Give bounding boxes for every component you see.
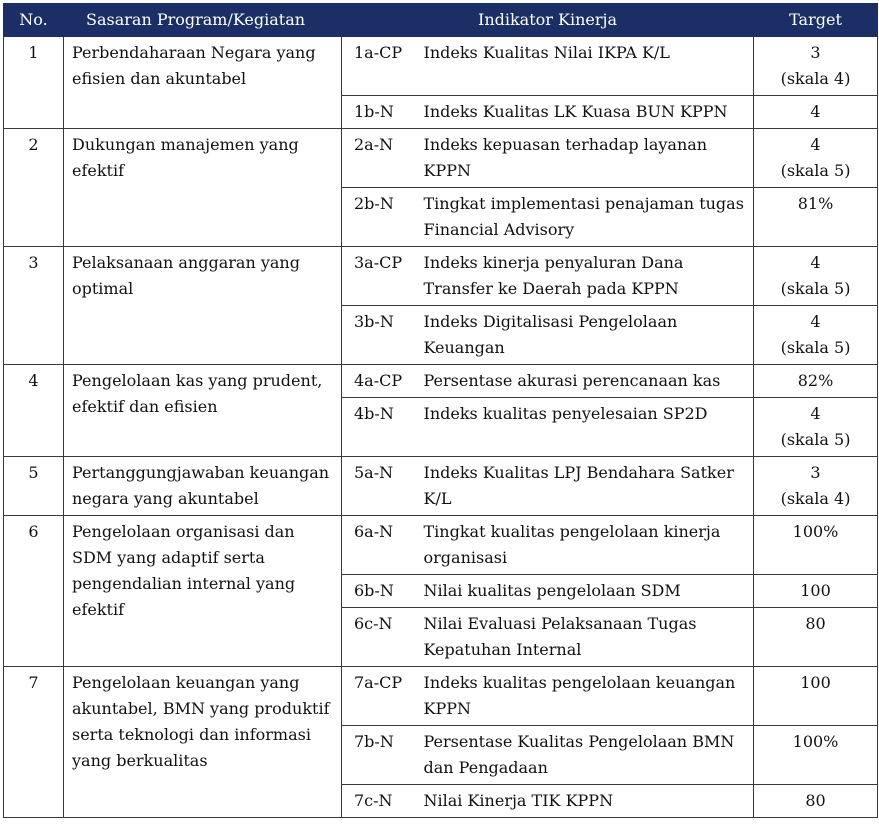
indikator-name: Indeks Kualitas LPJ Bendahara Satker K/L (418, 457, 754, 516)
target-value: 3 (810, 43, 821, 62)
target-cell (754, 365, 878, 398)
table-row (4, 37, 878, 96)
target-value: 4 (810, 312, 821, 331)
row-number: 6 (4, 516, 64, 667)
indikator-name: Indeks kualitas penyelesaian SP2D (418, 398, 754, 457)
indikator-name: Persentase akurasi perencanaan kas (418, 365, 754, 398)
target-value: 4 (810, 135, 821, 154)
indikator-name: Persentase Kualitas Pengelolaan BMN dan Pengadaan (418, 726, 754, 785)
target-cell (754, 726, 878, 785)
row-number: 2 (4, 129, 64, 247)
header-no: No. (4, 4, 64, 37)
table-row (4, 247, 878, 306)
target-value: 100 (800, 581, 831, 600)
target-scale: (skala 5) (780, 430, 851, 449)
sasaran-program: Pengelolaan keuangan yang akuntabel, BMN yang produktif serta teknologi dan informasi yang berkualitas (64, 667, 342, 818)
indikator-code: 6c-N (342, 608, 418, 667)
indikator-code: 1b-N (342, 96, 418, 129)
performance-indicator-table (3, 3, 878, 818)
target-scale: (skala 4) (780, 69, 851, 88)
indikator-name: Tingkat kualitas pengelolaan kinerja organisasi (418, 516, 754, 575)
target-cell (754, 247, 878, 306)
indikator-name: Indeks Digitalisasi Pengelolaan Keuangan (418, 306, 754, 365)
target-value: 100% (792, 522, 839, 541)
target-value: 80 (805, 614, 826, 633)
indikator-code: 2b-N (342, 188, 418, 247)
indikator-name: Nilai kualitas pengelolaan SDM (418, 575, 754, 608)
table-row (4, 129, 878, 188)
sasaran-program: Pengelolaan organisasi dan SDM yang adaptif serta pengendalian internal yang efektif (64, 516, 342, 667)
row-number: 1 (4, 37, 64, 129)
target-scale: (skala 5) (780, 279, 851, 298)
indikator-name: Indeks kepuasan terhadap layanan KPPN (418, 129, 754, 188)
target-cell (754, 457, 878, 516)
indikator-code: 7b-N (342, 726, 418, 785)
target-cell (754, 785, 878, 818)
table-row (4, 516, 878, 575)
indikator-code: 2a-N (342, 129, 418, 188)
indikator-code: 7c-N (342, 785, 418, 818)
target-cell (754, 398, 878, 457)
indikator-name: Nilai Kinerja TIK KPPN (418, 785, 754, 818)
sasaran-program: Pengelolaan kas yang prudent, efektif dan efisien (64, 365, 342, 457)
indikator-code: 4b-N (342, 398, 418, 457)
row-number: 3 (4, 247, 64, 365)
target-cell (754, 306, 878, 365)
target-cell (754, 37, 878, 96)
target-scale: (skala 5) (780, 338, 851, 357)
indikator-code: 3b-N (342, 306, 418, 365)
sasaran-program: Perbendaharaan Negara yang efisien dan akuntabel (64, 37, 342, 129)
table-row (4, 365, 878, 398)
target-cell (754, 96, 878, 129)
table-row (4, 667, 878, 726)
target-value: 100 (800, 673, 831, 692)
indikator-name: Tingkat implementasi penajaman tugas Financial Advisory (418, 188, 754, 247)
target-value: 100% (792, 732, 839, 751)
table-header-row (4, 4, 878, 37)
indikator-code: 4a-CP (342, 365, 418, 398)
target-scale: (skala 5) (780, 161, 851, 180)
indikator-code: 7a-CP (342, 667, 418, 726)
target-value: 4 (810, 404, 821, 423)
indikator-name: Nilai Evaluasi Pelaksanaan Tugas Kepatuhan Internal (418, 608, 754, 667)
target-value: 82% (797, 371, 834, 390)
indikator-code: 5a-N (342, 457, 418, 516)
target-cell (754, 188, 878, 247)
target-cell (754, 667, 878, 726)
table-row (4, 457, 878, 516)
indikator-name: Indeks kualitas pengelolaan keuangan KPPN (418, 667, 754, 726)
indikator-code: 6b-N (342, 575, 418, 608)
target-cell (754, 129, 878, 188)
row-number: 4 (4, 365, 64, 457)
indikator-code: 6a-N (342, 516, 418, 575)
header-indikator: Indikator Kinerja (342, 4, 754, 37)
target-cell (754, 516, 878, 575)
target-value: 4 (810, 102, 821, 121)
target-cell (754, 608, 878, 667)
target-scale: (skala 4) (780, 489, 851, 508)
header-target: Target (754, 4, 878, 37)
table-body (4, 37, 878, 818)
sasaran-program: Pelaksanaan anggaran yang optimal (64, 247, 342, 365)
header-program: Sasaran Program/Kegiatan (64, 4, 342, 37)
target-value: 4 (810, 253, 821, 272)
target-value: 81% (797, 194, 834, 213)
indikator-code: 3a-CP (342, 247, 418, 306)
indikator-name: Indeks Kualitas Nilai IKPA K/L (418, 37, 754, 96)
row-number: 7 (4, 667, 64, 818)
sasaran-program: Dukungan manajemen yang efektif (64, 129, 342, 247)
sasaran-program: Pertanggungjawaban keuangan negara yang akuntabel (64, 457, 342, 516)
target-value: 80 (805, 791, 826, 810)
indikator-name: Indeks kinerja penyaluran Dana Transfer ke Daerah pada KPPN (418, 247, 754, 306)
target-cell (754, 575, 878, 608)
row-number: 5 (4, 457, 64, 516)
indikator-code: 1a-CP (342, 37, 418, 96)
indikator-name: Indeks Kualitas LK Kuasa BUN KPPN (418, 96, 754, 129)
target-value: 3 (810, 463, 821, 482)
